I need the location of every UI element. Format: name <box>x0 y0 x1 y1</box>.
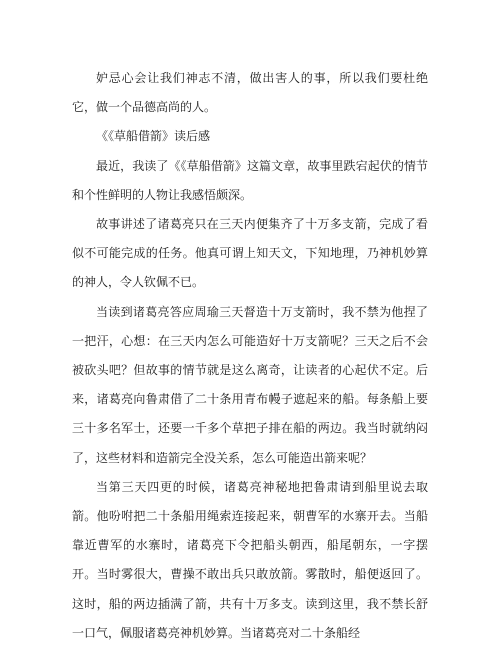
paragraph-intro: 最近，我读了《《草船借箭》这篇文章，故事里跌宕起伏的情节和个性鲜明的人物让我感悟颇深。 <box>72 158 428 202</box>
essay-heading: 《《草船借箭》读后感 <box>96 129 211 144</box>
paragraph-borrowing-arrows: 当第三天四更的时候，诸葛亮神秘地把鲁肃请到船里说去取箭。他吩咐把二十条船用绳索连接起来，朝曹军的水寨开去。当船靠近曹军的水寨时，诸葛亮下令把船头朝西，船尾朝东，一字摆开。当时雾很大，曹操不敢出兵只敢放箭。雾散时，船便返回了。这时，船的两边插满了箭，共有十万多支。读到这里，我不禁长舒一口气，佩服诸葛亮神机妙算。当诸葛亮对二十条船经 <box>72 479 428 640</box>
paragraph-reading-reaction: 当读到诸葛亮答应周瑜三天督造十万支箭时，我不禁为他捏了一把汗，心想：在三天内怎么可能造好十万支箭呢？三天之后不会被砍头吧？但故事的情节就是这么离奇，让读者的心起伏不定。后来，诸葛亮向鲁肃借了二十条用青布幔子遮起来的船。每条船上要三十多名军士，还要一千多个草把子排在船的两边。我当时就纳闷了，这些材料和造箭完全没关系，怎么可能造出箭来呢？ <box>72 304 428 465</box>
document-body <box>72 64 428 648</box>
paragraph-jealousy: 妒忌心会让我们神志不清，做出害人的事，所以我们要杜绝它，做一个品德高尚的人。 <box>72 71 428 115</box>
paragraph-story-summary: 故事讲述了诸葛亮只在三天内便集齐了十万多支箭，完成了看似不可能完成的任务。他真可谓上知天文，下知地理，乃神机妙算的神人，令人钦佩不已。 <box>72 217 428 290</box>
